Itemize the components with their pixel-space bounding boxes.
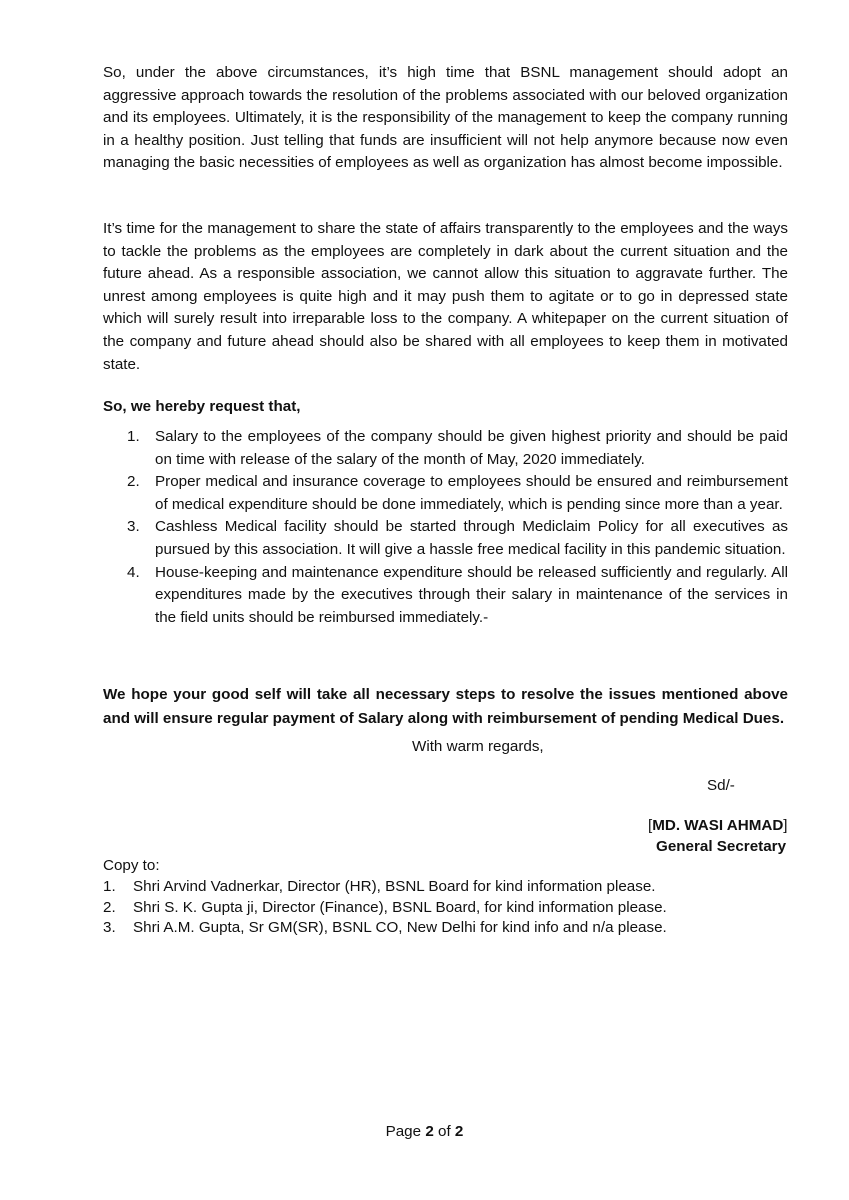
list-item-text: Shri A.M. Gupta, Sr GM(SR), BSNL CO, New Delhi for kind info and n/a please.: [133, 919, 667, 936]
page-of: of: [438, 1123, 451, 1140]
list-item: [103, 898, 788, 919]
page-current: 2: [425, 1123, 434, 1140]
list-item-number: 2.: [127, 473, 140, 491]
list-item-text: Proper medical and insurance coverage to employees should be ensured and reimbursement of medical expenditure should be done immediately, which is pending since more than a year.: [155, 473, 788, 513]
copy-to-list: [103, 877, 788, 939]
regards-line: With warm regards,: [412, 738, 544, 755]
signer-title: General Secretary: [656, 838, 787, 855]
list-item-number: 3.: [103, 919, 116, 936]
list-item-number: 4.: [127, 563, 140, 581]
list-item: [103, 426, 788, 471]
copy-to-heading: Copy to:: [103, 857, 160, 874]
request-heading: So, we hereby request that,: [103, 398, 301, 415]
page-total: 2: [454, 1123, 464, 1140]
signer-name: [648, 817, 788, 834]
list-item-text: Shri S. K. Gupta ji, Director (Finance), BSNL Board, for kind information please.: [133, 898, 667, 916]
list-item-number: 1.: [103, 878, 116, 895]
closing-statement: We hope your good self will take all necessary steps to resolve the issues mentioned above and will ensure regular payment of Salary along with reimbursement of pending Medical Dues.: [103, 686, 788, 727]
list-item-text: Shri Arvind Vadnerkar, Director (HR), BSNL Board for kind information please.: [133, 878, 656, 895]
bracket-open: [: [648, 817, 653, 834]
request-list: [103, 426, 788, 629]
bracket-close: ]: [783, 817, 788, 834]
list-item-text: Salary to the employees of the company should be given highest priority and should be paid on time with release of the salary of the month of May, 2020 immediately.: [155, 428, 788, 468]
paragraph-circumstances: So, under the above circumstances, it’s high time that BSNL management should adopt an aggressive approach towards the resolution of the problems associated with our beloved organization and its employees. Ultimately, it is the responsibility of the management to keep the company running in a healthy position. Just telling that funds are insufficient will not help anymore because now even managing the basic necessities of employees as well as organization has almost become impossible.: [103, 64, 788, 172]
signer-name-text: MD. WASI AHMAD: [652, 817, 784, 834]
list-item: [103, 562, 788, 630]
page-footer: [0, 1123, 849, 1140]
list-item: [103, 918, 788, 939]
list-item-text: House-keeping and maintenance expenditure should be released sufficiently and regularly. All expenditures made by the executives through their salary in maintenance of the services in the field units should be reimbursed immediately.-: [155, 563, 788, 626]
list-item: [103, 471, 788, 516]
list-item: [103, 516, 788, 561]
page-label: Page: [385, 1123, 422, 1140]
list-item-number: 3.: [127, 518, 140, 536]
list-item: [103, 877, 788, 898]
list-item-number: 1.: [127, 428, 140, 445]
paragraph-state-of-affairs: It’s time for the management to share the state of affairs transparently to the employees and the ways to tackle the problems as the employees are completely in dark about the current situation and the future ahead. As a responsible association, we cannot allow this situation to aggravate further. The unrest among employees is quite high and it may push them to agitate or to go in depressed state which will surely result into irreparable loss to the company. A whitepaper on the current situation of the company and future ahead should also be shared with all employees to keep them in motivated state.: [103, 220, 788, 373]
signature-sd: Sd/-: [707, 777, 735, 794]
list-item-text: Cashless Medical facility should be started through Mediclaim Policy for all executives as pursued by this association. It will give a hassle free medical facility in this pandemic situation.: [155, 518, 788, 558]
list-item-number: 2.: [103, 898, 116, 916]
